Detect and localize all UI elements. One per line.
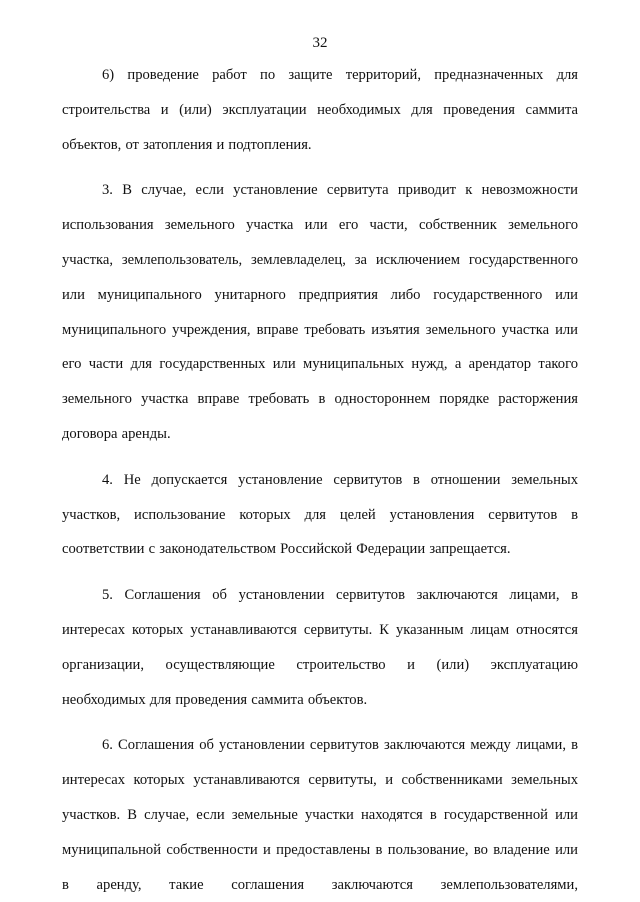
paragraph-clause-5: 5. Соглашения об установлении сервитутов заключаются лицами, в интересах которых устанавливаются сервитуты. К указанным лицам относятся организации, осуществляющие строительство и (или) эксплуатацию необходимых для проведения саммита объектов.: [62, 587, 578, 708]
document-body: [62, 58, 578, 902]
page-number: 32: [312, 35, 328, 51]
paragraph-clause-4: 4. Не допускается установление сервитутов в отношении земельных участков, использование которых для целей установления сервитутов в соответствии с законодательством Российской Федерации запрещается.: [62, 471, 578, 558]
paragraph-clause-3: 3. В случае, если установление сервитута приводит к невозможности использования земельного участка или его части, собственник земельного участка, землепользователь, землевладелец, за исключением государственного или муниципального унитарного предприятия либо государственного или муниципального учреждения, вправе требовать изъятия земельного участка или его части для государственных или муниципальных нужд, а арендатор такого земельного участка вправе требовать в одностороннем порядке расторжения договора аренды.: [62, 182, 578, 442]
paragraph-clause-6: 6. Соглашения об установлении сервитутов заключаются между лицами, в интересах которых устанавливаются сервитуты, и собственниками земельных участков. В случае, если земельные участки находятся в государственной или муниципальной собственности и предоставлены в пользование, во владение или в аренду, такие соглашения заключаются землепользователями,: [62, 737, 578, 893]
paragraph-item-6: 6) проведение работ по защите территорий, предназначенных для строительства и (или) эксплуатации необходимых для проведения саммита объектов, от затопления и подтопления.: [62, 67, 578, 153]
